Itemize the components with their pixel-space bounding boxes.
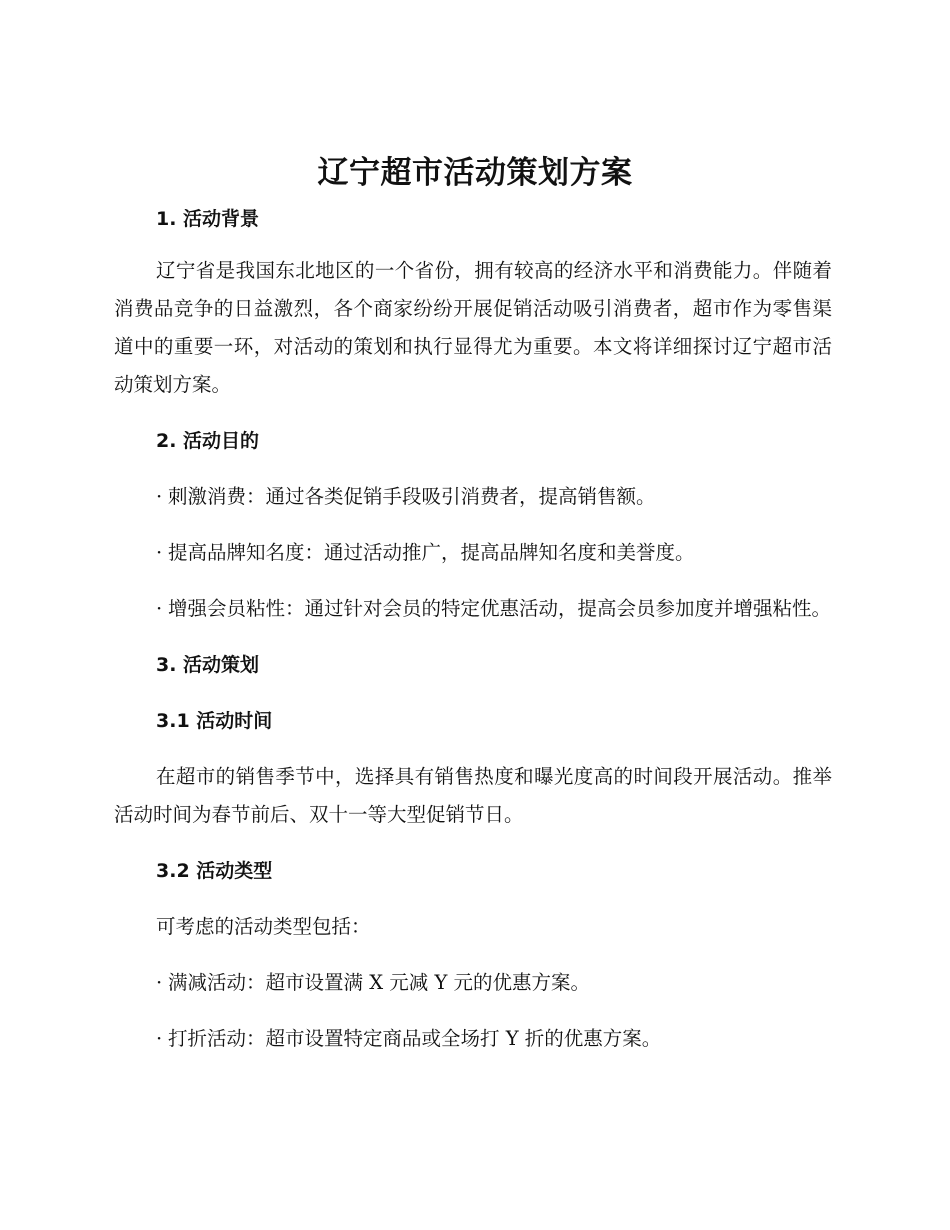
section-heading-planning: 3. 活动策划 bbox=[156, 654, 260, 676]
list-item bbox=[114, 590, 832, 628]
types-intro: 可考虑的活动类型包括： bbox=[156, 915, 371, 938]
bullet-icon: · bbox=[156, 971, 163, 994]
type-item-text: 打折活动：超市设置特定商品或全场打 Y 折的优惠方案。 bbox=[168, 1027, 662, 1050]
document-title: 辽宁超市活动策划方案 bbox=[317, 155, 633, 191]
list-item bbox=[114, 534, 832, 572]
document-body bbox=[114, 200, 832, 1058]
type-item-text: 满减活动：超市设置满 X 元减 Y 元的优惠方案。 bbox=[168, 971, 591, 994]
subsection-heading-time: 3.1 活动时间 bbox=[156, 710, 273, 732]
background-paragraph: 辽宁省是我国东北地区的一个省份，拥有较高的经济水平和消费能力。伴随着消费品竞争的日益激烈，各个商家纷纷开展促销活动吸引消费者，超市作为零售渠道中的重要一环，对活动的策划和执行显得尤为重要。本文将详细探讨辽宁超市活动策划方案。 bbox=[114, 259, 832, 396]
goal-item-text: 提高品牌知名度：通过活动推广，提高品牌知名度和美誉度。 bbox=[168, 541, 695, 564]
subsection-heading-types: 3.2 活动类型 bbox=[156, 860, 273, 882]
bullet-icon: · bbox=[156, 597, 163, 620]
goal-item-text: 刺激消费：通过各类促销手段吸引消费者，提高销售额。 bbox=[168, 485, 656, 508]
list-item bbox=[114, 478, 832, 516]
goal-item-text: 增强会员粘性：通过针对会员的特定优惠活动，提高会员参加度并增强粘性。 bbox=[168, 597, 832, 620]
bullet-icon: · bbox=[156, 1027, 163, 1050]
time-paragraph: 在超市的销售季节中，选择具有销售热度和曝光度高的时间段开展活动。推举活动时间为春节前后、双十一等大型促销节日。 bbox=[114, 765, 832, 826]
section-heading-background: 1. 活动背景 bbox=[156, 208, 260, 230]
section-heading-goals: 2. 活动目的 bbox=[156, 430, 260, 452]
list-item bbox=[114, 1020, 832, 1058]
list-item bbox=[114, 964, 832, 1002]
bullet-icon: · bbox=[156, 485, 163, 508]
bullet-icon: · bbox=[156, 541, 163, 564]
